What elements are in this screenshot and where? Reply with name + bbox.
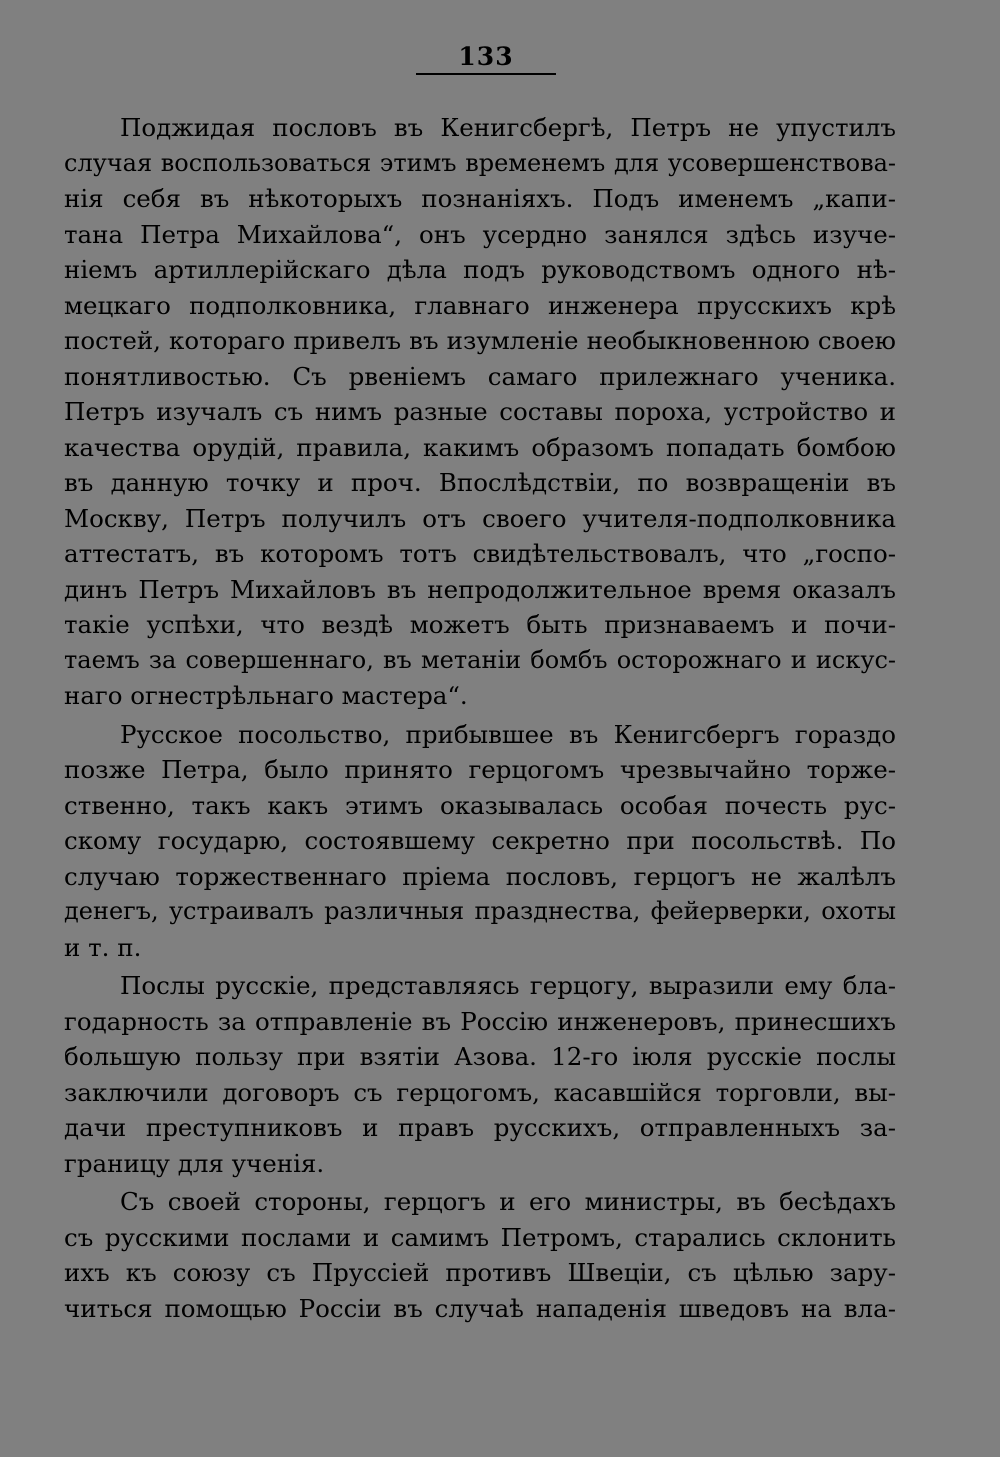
text-line: понятливостью. Съ рвеніемъ самаго прилежнаго ученика. <box>64 361 896 391</box>
text-line: Москву, Петръ получилъ отъ своего учителя-подполковника <box>64 503 896 533</box>
text-line: постей, котораго привелъ въ изумленіе необыкновенною своею <box>64 326 896 355</box>
page-number: 133 <box>458 42 514 71</box>
text-line: динъ Петръ Михайловъ въ непродолжительное время оказалъ <box>64 574 896 604</box>
text-line: Петръ изучалъ съ нимъ разные составы пороха, устройство и <box>64 397 896 426</box>
text-line: нія себя въ нѣкоторыхъ познаніяхъ. Подъ именемъ „капи- <box>64 184 896 213</box>
text-line: качества орудій, правила, какимъ образомъ попадать бомбою <box>64 432 896 462</box>
text-line: такіе успѣхи, что вездѣ можетъ быть признаваемъ и почи- <box>64 610 896 639</box>
text-line: аттестатъ, въ которомъ тотъ свидѣтельствовалъ, что „госпо- <box>64 539 896 568</box>
text-line: заключили договоръ съ герцогомъ, касавшійся торговли, вы- <box>64 1077 896 1107</box>
text-line: случаю торжественнаго пріема пословъ, герцогъ не жалѣлъ <box>64 861 896 891</box>
text-line: случая воспользоваться этимъ временемъ для усовершенствова- <box>64 148 896 177</box>
text-line: Съ своей стороны, герцогъ и его министры, въ бесѣдахъ <box>120 1187 896 1216</box>
text-line: читься помощью Россіи въ случаѣ нападенія шведовъ на вла- <box>64 1293 896 1323</box>
body-text <box>64 110 896 1326</box>
text-line: позже Петра, было принято герцогомъ чрезвычайно торже- <box>64 755 896 784</box>
paragraph <box>64 1184 896 1326</box>
text-line: скому государю, состоявшему секретно при посольствѣ. По <box>64 826 896 855</box>
paragraph <box>64 968 896 1181</box>
page-number-rule <box>416 73 556 75</box>
text-line: таемъ за совершеннаго, въ метаніи бомбъ осторожнаго и искус- <box>64 645 896 674</box>
paragraph <box>64 110 896 714</box>
text-line: ніемъ артиллерійскаго дѣла подъ руководствомъ одного нѣ- <box>64 255 896 284</box>
text-line: Послы русскіе, представляясь герцогу, выразили ему бла- <box>120 971 896 1000</box>
text-line: годарность за отправленіе въ Россію инженеровъ, принесшихъ <box>64 1006 896 1036</box>
text-line: мецкаго подполковника, главнаго инженера прусскихъ крѣ <box>64 290 896 320</box>
text-line: ственно, такъ какъ этимъ оказывалась особая почесть рус- <box>64 790 896 820</box>
text-line: въ данную точку и проч. Впослѣдствіи, по возвращеніи въ <box>64 468 896 497</box>
text-line: денегъ, устраивалъ различныя празднества, фейерверки, охоты <box>64 897 896 925</box>
text-line: границу для ученія. <box>64 1148 325 1178</box>
text-line: наго огнестрѣльнаго мастера“. <box>64 681 468 710</box>
text-line: Поджидая пословъ въ Кенигсбергѣ, Петръ не упустилъ <box>120 113 896 142</box>
text-line: Русское посольство, прибывшее въ Кенигсбергъ гораздо <box>120 719 896 749</box>
text-line: тана Петра Михайлова“, онъ усердно занялся здѣсь изуче- <box>64 219 896 249</box>
text-line: большую пользу при взятіи Азова. 12-го іюля русскіе послы <box>64 1042 896 1071</box>
text-line: и т. п. <box>64 932 142 962</box>
paragraph <box>64 717 896 966</box>
text-line: дачи преступниковъ и правъ русскихъ, отправленныхъ за- <box>64 1113 896 1142</box>
text-line: съ русскими послами и самимъ Петромъ, старались склонить <box>64 1222 896 1252</box>
text-line: ихъ къ союзу съ Пруссіей противъ Швеціи, съ цѣлью зару- <box>64 1258 896 1287</box>
